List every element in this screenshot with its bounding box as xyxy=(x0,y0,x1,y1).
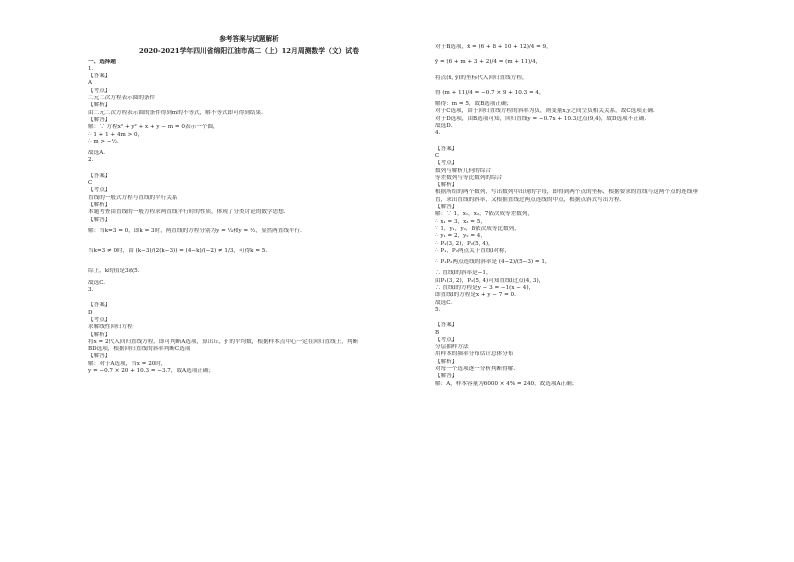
analysis-tag: 【解析】 xyxy=(88,102,111,109)
topic-tag: 【考点】 xyxy=(88,187,111,194)
solution-line: 当k=3 ≠ 0时，由 (k−3)/(2(k−3)) = (4−k)/(−2) ≠ 1/3，可得k = 5. xyxy=(88,248,268,255)
analysis-tag: 【解析】 xyxy=(435,358,458,365)
conclusion-line: 故选A. xyxy=(88,150,106,157)
solution-line: 对于D选项，由B选项可知，回归直线y = −0.7x + 10.3过点(9,4)，故D选项不正确. xyxy=(435,115,647,122)
solution-line: 即直线l的方程是x + y − 7 = 0. xyxy=(435,292,516,299)
solution-line: 由P₁(3, 2)，P₂(5, 4)可知直线l过点(4, 3)， xyxy=(435,277,545,284)
solution-line: 得 (m + 11)/4 = −0.7 × 9 + 10.3 = 4， xyxy=(435,89,545,96)
topic-text: 用样本的频率分布估计总体分布 xyxy=(435,351,514,358)
solution-line: ∴ x₁ = 3，x₂ = 5， xyxy=(435,218,486,225)
topic-text: 直线的一般式方程与直线的平行关系 xyxy=(88,194,178,201)
question-number: 1. xyxy=(88,65,94,72)
topic-text: 二元二次方程表示圆的条件 xyxy=(88,95,156,102)
analysis-tag: 【解析】 xyxy=(88,331,111,338)
answer-value: B xyxy=(435,329,440,336)
analysis-text: 直，求出直线的斜率，又根据直线过两点连线的中点，根据点斜式写出方程. xyxy=(435,196,622,203)
analysis-text: BD选项，根据回归直线的斜率判断C选项 xyxy=(88,346,191,353)
solution-line: 对于C选项，由于回归直线方程的斜率为负，则变量x,y之间呈负相关关系，故C选项正确. xyxy=(435,108,655,115)
conclusion-line: 故选C. xyxy=(88,279,106,286)
solution-tag: 【解答】 xyxy=(88,116,111,123)
analysis-tag: 【解析】 xyxy=(435,182,458,189)
solution-line: 解：A，样本容量为6000 × 4% = 240，故选项A正确； xyxy=(435,380,578,387)
document-subtitle: 2020-2021学年四川省绵阳江油市高二（上）12月周测数学（文）试卷 xyxy=(138,47,360,56)
solution-tag: 【解答】 xyxy=(88,353,111,360)
solution-tag: 【解答】 xyxy=(435,204,458,211)
solution-line: ∴ m > −½. xyxy=(88,138,119,145)
topic-text: 分层抽样方法 xyxy=(435,344,469,351)
topic-text: 等差数列与等比数列的综合 xyxy=(435,174,503,181)
answer-value: C xyxy=(88,180,93,187)
topic-text: 数列与解析几何的综合 xyxy=(435,167,491,174)
section-heading: 一、选择题 xyxy=(88,58,116,65)
solution-line: ȳ = (6 + m + 3 + 2)/4 = (m + 11)/4， xyxy=(435,59,542,66)
analysis-text: 由二元二次方程表示圆的条件得到m的不等式，解不等式即可得到结果. xyxy=(88,109,263,116)
solution-line: ∴ y₁ = 2，y₂ = 4， xyxy=(435,233,486,240)
solution-line: ∴ 直线l的斜率是−1， xyxy=(435,270,492,277)
solution-line: ∵ 1，y₁，y₂，8依次成等比数列， xyxy=(435,225,520,232)
answer-value: D xyxy=(88,309,93,316)
question-number: 5. xyxy=(435,306,441,313)
answer-value: A xyxy=(88,80,93,87)
analysis-text: 将x = 2代入回归直线方程，即可判断A选项，算出丘，ȳ 的平均数，根据样本点中心一定在回归直线上，判断 xyxy=(88,338,359,345)
topic-text: 求解线性回归方程 xyxy=(88,324,133,331)
solution-tag: 【解答】 xyxy=(88,216,111,223)
document-title: 参考答案与试题解析 xyxy=(219,35,279,43)
answer-value: C xyxy=(435,152,440,159)
solution-line: 解：对于A选项，当x = 20时， xyxy=(88,360,167,367)
solution-line: 对于B选项，x̄ = (6 + 8 + 10 + 12)/4 = 9， xyxy=(435,44,552,50)
solution-line: 解得：m = 5，故B选项正确； xyxy=(435,101,513,108)
topic-tag: 【考点】 xyxy=(88,316,111,323)
solution-line: 解：∵ 1，x₁，x₂，7依次成等差数列， xyxy=(435,211,534,218)
answer-tag: 【答案】 xyxy=(88,302,111,309)
solution-line: ∴ 1 + 1 + 4m > 0， xyxy=(88,131,144,138)
solution-line: ∴ P₁P₂两点连线的斜率是 (4−2)/(5−3) = 1， xyxy=(435,259,551,266)
question-number: 2. xyxy=(88,157,94,164)
question-number: 3. xyxy=(88,287,94,294)
topic-tag: 【考点】 xyxy=(88,87,111,94)
answer-tag: 【答案】 xyxy=(88,73,111,80)
topic-tag: 【考点】 xyxy=(435,160,458,167)
analysis-text: 本题考查由直线的一般方程求两直线平行时的性质，体现了分类讨论的数学思想. xyxy=(88,209,286,216)
conclusion-line: 故选C. xyxy=(435,299,453,306)
solution-line: 解：∵ 方程x² + y² + x + y − m = 0表示一个圆， xyxy=(88,124,219,131)
solution-line: ∴ 直线l的方程是y − 3 = −1(x − 4)， xyxy=(435,285,535,292)
analysis-tag: 【解析】 xyxy=(88,201,111,208)
analysis-text: 对每一个选项逐一分析判断得解. xyxy=(435,365,516,372)
answer-tag: 【答案】 xyxy=(435,145,458,152)
answer-tag: 【答案】 xyxy=(435,322,458,329)
conclusion-line: 故选D. xyxy=(435,123,453,130)
solution-line: ∴ P₁，P₂两点关于直线l对称， xyxy=(435,247,511,254)
solution-tag: 【解答】 xyxy=(435,373,458,380)
solution-line: 综上，k的值是3或5. xyxy=(88,268,140,275)
answer-tag: 【答案】 xyxy=(88,172,111,179)
right-column xyxy=(435,44,753,388)
left-column xyxy=(88,36,410,375)
analysis-text: 根据所给的两个数列，写出数列中出现的字母，即得到两个点的坐标，根据要求的直线与这两个点的连线垂 xyxy=(435,189,698,196)
topic-tag: 【考点】 xyxy=(435,336,458,343)
solution-line: 解：当k=3 = 0，即k = 3时，两直线的方程分别为y = ¼和y = ½，显然两直线平行. xyxy=(88,227,302,234)
solution-line: ∴ P₁(3, 2)，P₂(5, 4)， xyxy=(435,240,494,247)
solution-line: 将点(x̄, ȳ)的坐标代入回归直线方程， xyxy=(435,74,528,81)
solution-line: y = −0.7 × 20 + 10.3 = −3.7，故A选项正确； xyxy=(88,367,215,374)
question-number: 4. xyxy=(435,130,441,137)
